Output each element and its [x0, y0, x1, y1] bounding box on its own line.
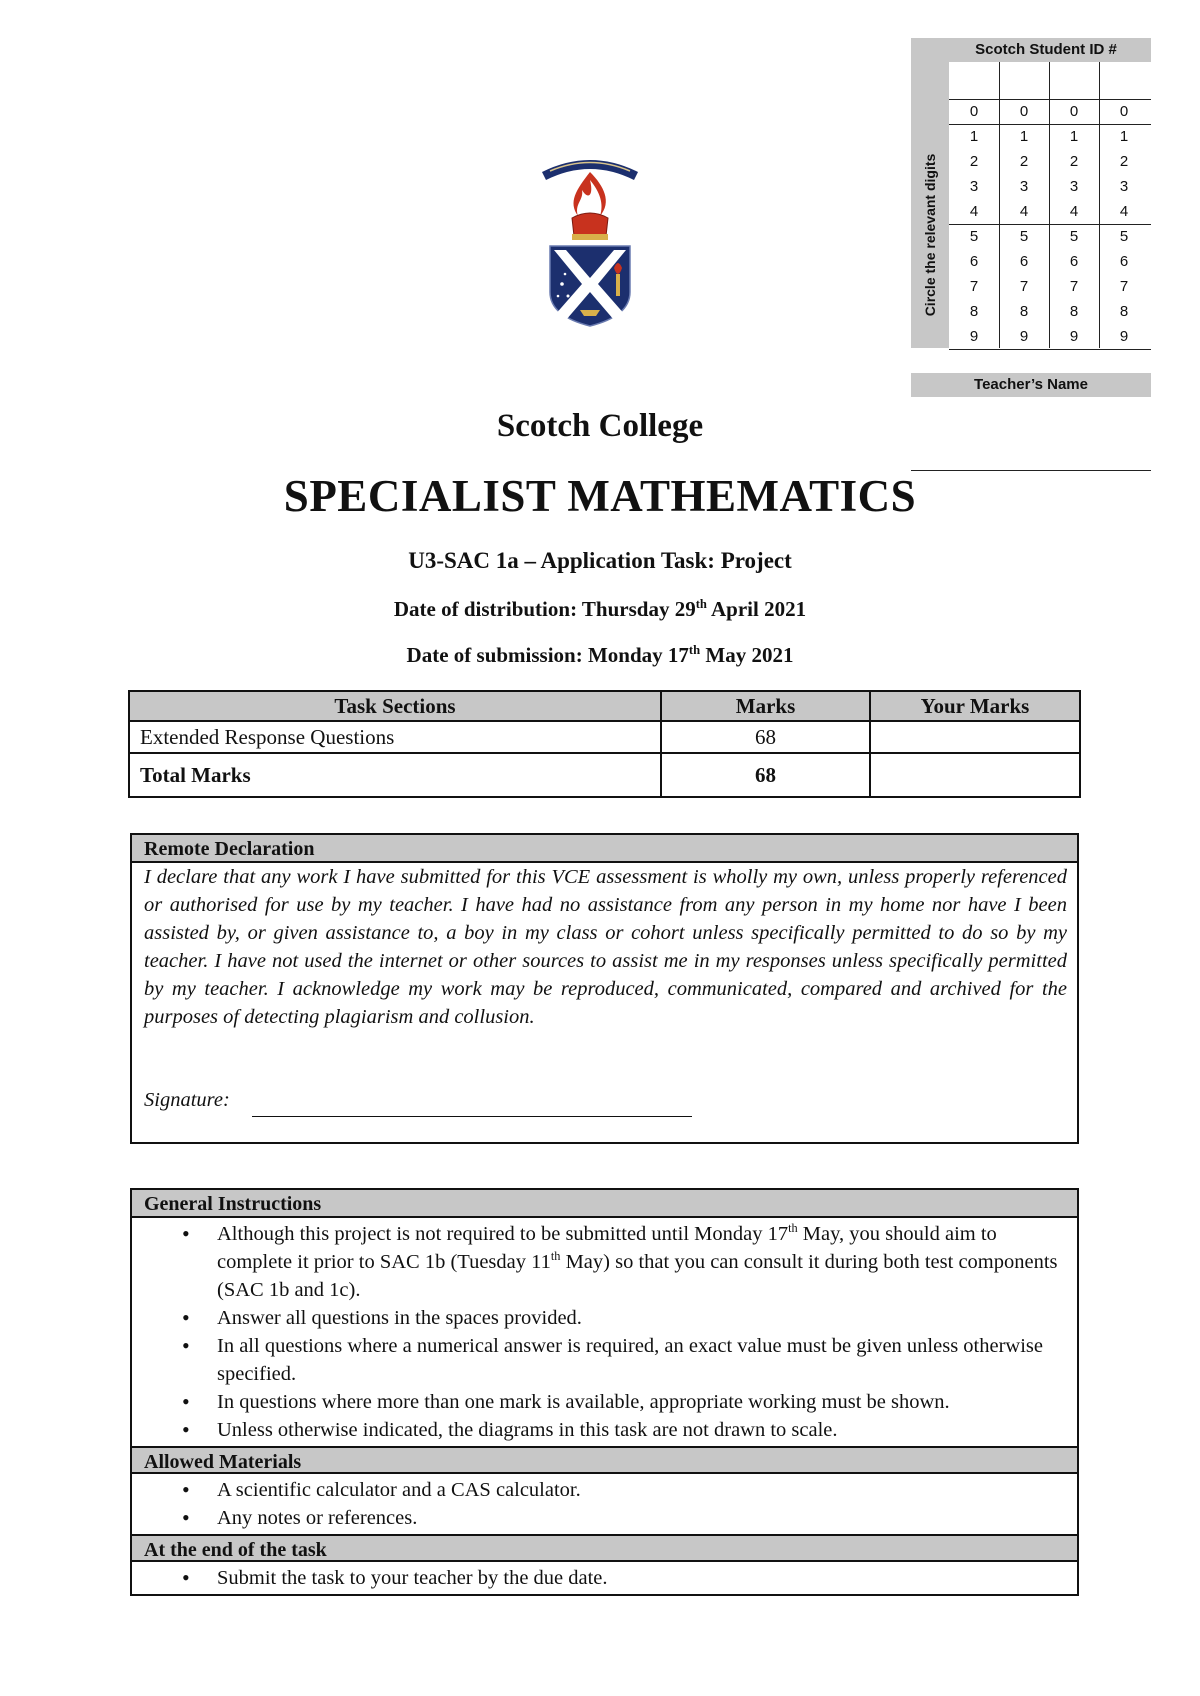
- id-digit-option[interactable]: 9: [969, 328, 979, 345]
- id-digit-option[interactable]: 9: [1119, 328, 1129, 345]
- id-digit-option[interactable]: 6: [1119, 253, 1129, 270]
- id-digit-option[interactable]: 1: [1069, 128, 1079, 145]
- list-item: • Any notes or references.: [132, 1504, 1065, 1532]
- marks-table: [128, 690, 1081, 798]
- id-digit-option[interactable]: 4: [969, 203, 979, 220]
- id-digit-option[interactable]: 5: [1019, 228, 1029, 245]
- column-header-your-marks: Your Marks: [870, 691, 1080, 721]
- id-digit-option[interactable]: 2: [1019, 153, 1029, 170]
- list-item: • Answer all questions in the spaces provided.: [132, 1304, 1065, 1332]
- school-crest-logo: [538, 150, 642, 330]
- digit-row: [949, 99, 1151, 125]
- id-digit-option[interactable]: 7: [969, 278, 979, 295]
- list-item: • Unless otherwise indicated, the diagrams in this task are not drawn to scale.: [132, 1416, 1065, 1444]
- id-digit-option[interactable]: 5: [1119, 228, 1129, 245]
- distribution-date: Date of distribution: Thursday 29th April 2021: [393, 597, 807, 621]
- student-id-header: Scotch Student ID #: [911, 38, 1151, 62]
- your-total-cell[interactable]: [870, 753, 1080, 797]
- id-digit-option[interactable]: 8: [1119, 303, 1129, 320]
- digit-row: [949, 124, 1151, 149]
- list-item: • A scientific calculator and a CAS calculator.: [132, 1476, 1065, 1504]
- list-item: • Submit the task to your teacher by the due date.: [132, 1564, 1065, 1592]
- id-digit-option[interactable]: 1: [1019, 128, 1029, 145]
- allowed-materials-list: [132, 1474, 1077, 1534]
- id-digit-option[interactable]: 2: [1119, 153, 1129, 170]
- school-name: Scotch College: [496, 408, 704, 444]
- id-digit-option[interactable]: 4: [1069, 203, 1079, 220]
- id-digit-option[interactable]: 3: [1069, 178, 1079, 195]
- task-title: U3-SAC 1a – Application Task: Project: [408, 548, 792, 573]
- id-digit-option[interactable]: 6: [1019, 253, 1029, 270]
- general-instructions-title: General Instructions: [132, 1190, 1077, 1218]
- id-digit-option[interactable]: 4: [1019, 203, 1029, 220]
- declaration-title: Remote Declaration: [132, 835, 1077, 863]
- column-header-marks: Marks: [661, 691, 870, 721]
- total-label: Total Marks: [129, 753, 661, 797]
- id-digit-option[interactable]: 4: [1119, 203, 1129, 220]
- section-marks: 68: [661, 721, 870, 753]
- signature-line[interactable]: [252, 1116, 692, 1117]
- id-digit-option[interactable]: 1: [969, 128, 979, 145]
- general-instructions-list: [132, 1218, 1077, 1446]
- id-digit-option[interactable]: 0: [1019, 103, 1029, 120]
- id-digit-option[interactable]: 1: [1119, 128, 1129, 145]
- circle-digits-sidebar: [911, 62, 949, 348]
- total-row: [129, 753, 1080, 797]
- id-digit-option[interactable]: 3: [1019, 178, 1029, 195]
- id-digit-option[interactable]: 5: [969, 228, 979, 245]
- id-digit-option[interactable]: 8: [1069, 303, 1079, 320]
- column-header-task-sections: Task Sections: [129, 691, 661, 721]
- digit-row: [949, 299, 1151, 324]
- id-digit-option[interactable]: 0: [1119, 103, 1129, 120]
- digit-row: [949, 249, 1151, 274]
- id-digit-option[interactable]: 3: [1119, 178, 1129, 195]
- digit-row: [949, 224, 1151, 249]
- digit-row: [949, 199, 1151, 225]
- end-of-task-title: At the end of the task: [132, 1534, 1077, 1562]
- your-marks-cell[interactable]: [870, 721, 1080, 753]
- id-digit-option[interactable]: 7: [1069, 278, 1079, 295]
- subject-title: SPECIALIST MATHEMATICS: [283, 471, 917, 521]
- remote-declaration-box: [130, 833, 1079, 1144]
- list-item: • In questions where more than one mark is available, appropriate working must be shown.: [132, 1388, 1065, 1416]
- list-item: • In all questions where a numerical answer is required, an exact value must be given unless otherwise specified.: [132, 1332, 1065, 1388]
- circle-digits-label: Circle the relevant digits: [922, 153, 938, 317]
- id-digit-option[interactable]: 6: [969, 253, 979, 270]
- id-digit-option[interactable]: 9: [1069, 328, 1079, 345]
- allowed-materials-title: Allowed Materials: [132, 1446, 1077, 1474]
- id-digit-option[interactable]: 7: [1119, 278, 1129, 295]
- digit-row: [949, 174, 1151, 199]
- signature-label: Signature:: [144, 1089, 230, 1111]
- submission-date: Date of submission: Monday 17th May 2021: [406, 643, 794, 667]
- digit-row: [949, 274, 1151, 299]
- id-digit-option[interactable]: 5: [1069, 228, 1079, 245]
- total-marks: 68: [661, 753, 870, 797]
- id-digit-option[interactable]: 6: [1069, 253, 1079, 270]
- id-digit-option[interactable]: 0: [969, 103, 979, 120]
- id-digit-option[interactable]: 8: [969, 303, 979, 320]
- id-digit-option[interactable]: 2: [1069, 153, 1079, 170]
- id-digit-option[interactable]: 0: [1069, 103, 1079, 120]
- declaration-text: I declare that any work I have submitted for this VCE assessment is wholly my own, unless properly referenced or authorised for use by my teacher. I have had no assistance from any person in my home nor have I been assisted by, or given assistance to, a boy in my class or cohort unless specifically permitted to do so by my teacher. I have not used the internet or other sources to assist me in my responses unless specifically permitted by my teacher. I acknowledge my work may be reproduced, communicated, compared and archived for the purposes of detecting plagiarism and collusion.: [144, 866, 1067, 1028]
- instructions-box: [130, 1188, 1079, 1596]
- digit-row: [949, 149, 1151, 174]
- id-digit-option[interactable]: 2: [969, 153, 979, 170]
- id-digit-option[interactable]: 7: [1019, 278, 1029, 295]
- list-item: • Although this project is not required to be submitted until Monday 17th May, you should aim to complete it prior to SAC 1b (Tuesday 11th May) so that you can consult it during both test components (SAC 1b and 1c).: [132, 1220, 1065, 1304]
- student-id-grid: [911, 38, 1151, 348]
- id-digit-option[interactable]: 9: [1019, 328, 1029, 345]
- id-digit-columns[interactable]: [949, 62, 1151, 348]
- teacher-name-label: Teacher’s Name: [911, 373, 1151, 397]
- id-digit-option[interactable]: 3: [969, 178, 979, 195]
- id-digit-option[interactable]: 8: [1019, 303, 1029, 320]
- end-of-task-list: [132, 1562, 1077, 1594]
- section-name: Extended Response Questions: [129, 721, 661, 753]
- digit-row: [949, 324, 1151, 350]
- id-entry-row[interactable]: [949, 62, 1151, 100]
- table-row: [129, 721, 1080, 753]
